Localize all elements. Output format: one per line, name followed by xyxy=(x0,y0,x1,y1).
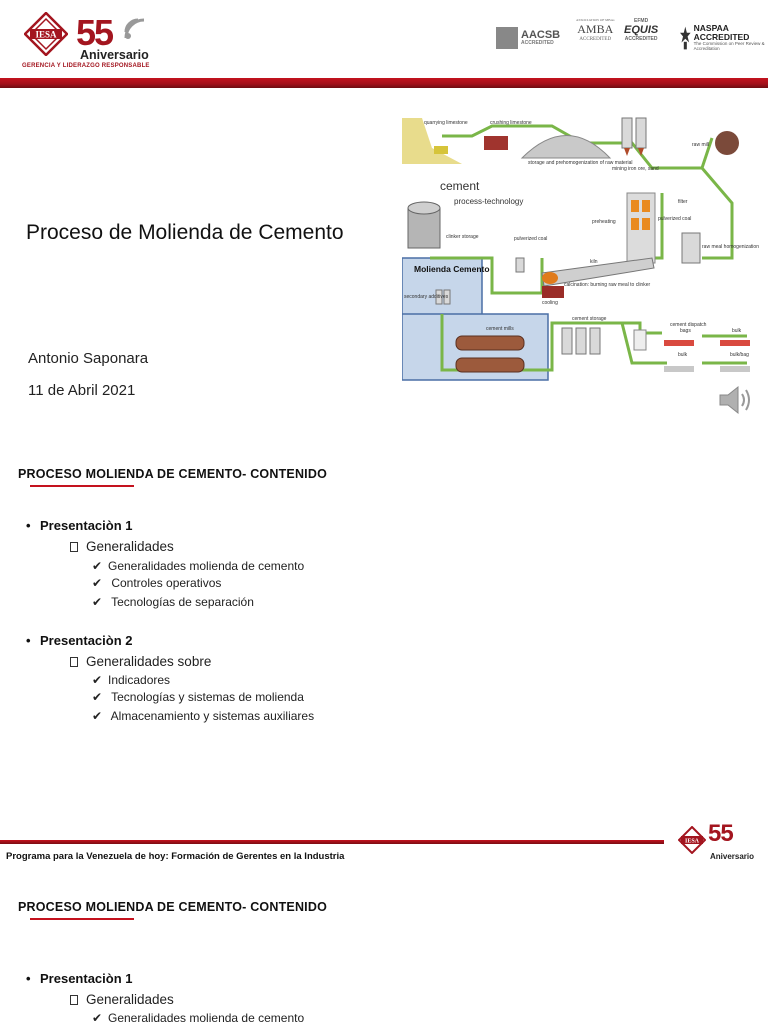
lbl-clinker-storage: clinker storage xyxy=(446,234,479,240)
p1-item-1-text: Generalidades molienda de cemento xyxy=(108,559,305,573)
check-icon: ✔ xyxy=(92,690,103,704)
presentation-1-repeat-general xyxy=(70,992,174,1007)
check-icon: ✔ xyxy=(92,595,103,609)
footer-iesa-logo[interactable] xyxy=(678,820,762,864)
box-bullet-icon xyxy=(70,995,78,1005)
lbl-cement-storage: cement storage xyxy=(572,316,607,322)
lbl-bulk1: bulk xyxy=(732,328,742,334)
lbl-bulk-bag: bulk/bag xyxy=(730,352,749,358)
lbl-raw-mill: raw mill xyxy=(692,142,709,148)
p1-item-3 xyxy=(92,595,254,609)
signal-arcs-icon xyxy=(122,16,148,42)
footer-anniversary-label: Aniversario xyxy=(710,852,755,861)
iesa-abbr: IESA xyxy=(35,29,57,40)
anniversary-label: Aniversario xyxy=(80,48,149,62)
check-icon: ✔ xyxy=(92,1011,103,1024)
general-label: Generalidades xyxy=(86,992,174,1007)
iesa-55-logo[interactable] xyxy=(22,8,152,70)
presentation-1-general xyxy=(70,539,174,554)
lbl-filter: filter xyxy=(678,199,688,205)
iesa-diamond-icon xyxy=(24,12,68,56)
aacsb-sub: ACCREDITED xyxy=(521,40,554,46)
aacsb-name: AACSB xyxy=(521,29,561,41)
lbl-bags: bags xyxy=(680,328,691,334)
presentation-1-label: Presentaciòn 1 xyxy=(40,518,133,533)
presentation-2-label: Presentaciòn 2 xyxy=(40,633,133,648)
diagram-subtitle: process-technology xyxy=(454,197,524,206)
equis-sub: ACCREDITED xyxy=(624,36,658,42)
box-bullet-icon xyxy=(70,657,78,667)
lbl-preheating: preheating xyxy=(592,219,616,225)
check-icon: ✔ xyxy=(92,709,103,723)
box-bullet-icon xyxy=(70,542,78,552)
presentation-1-repeat-label: Presentaciòn 1 xyxy=(40,971,133,986)
lbl-pulverized-coal: pulverized coal xyxy=(514,236,548,242)
brand-tagline: GERENCIA Y LIDERAZGO RESPONSABLE xyxy=(22,63,150,69)
equis-name: EQUIS xyxy=(624,24,659,36)
crusher xyxy=(484,136,508,150)
lbl-mining: mining iron ore, sand xyxy=(612,166,659,172)
check-icon: ✔ xyxy=(92,559,103,573)
cement-process-diagram xyxy=(402,108,762,382)
p1-item-2 xyxy=(92,576,221,590)
presentation-2[interactable] xyxy=(26,633,133,648)
check-icon: ✔ xyxy=(92,673,103,687)
diagram-molienda-label: Molienda Cemento xyxy=(414,264,490,274)
aacsb-badge[interactable] xyxy=(496,18,560,58)
presentation-1[interactable] xyxy=(26,518,133,533)
equis-top: EFMD xyxy=(634,18,649,24)
lbl-calcination: calcination: burning raw meal to clinker xyxy=(564,282,651,288)
footer-iesa-abbr: IESA xyxy=(684,838,700,845)
footer-anniversary-number: 55 xyxy=(708,820,733,847)
slide-title: Proceso de Molienda de Cemento xyxy=(26,221,344,244)
bullet-dot: • xyxy=(26,518,31,533)
naspaa-sub: The Commission on Peer Review & Accreditation xyxy=(693,41,765,52)
header xyxy=(0,0,768,78)
general-label: Generalidades sobre xyxy=(86,654,212,669)
cement-mill-1 xyxy=(456,336,524,350)
footer-red-band xyxy=(0,840,664,844)
contents-heading: PROCESO MOLIENDA DE CEMENTO- CONTENIDO xyxy=(18,467,328,481)
check-icon: ✔ xyxy=(92,576,103,590)
lbl-dispatch: cement dispatch xyxy=(670,322,707,328)
p1-item-2-text: Controles operativos xyxy=(108,576,222,590)
presentation-1-repeat[interactable] xyxy=(26,971,133,986)
lbl-raw-meal: raw meal homogenization xyxy=(702,244,759,250)
lbl-cement-mills: cement mills xyxy=(486,326,514,332)
equis-badge[interactable] xyxy=(624,18,658,58)
header-red-bar xyxy=(0,78,768,88)
p2-item-3 xyxy=(92,709,314,723)
footer-diamond-icon xyxy=(678,826,706,854)
p1-item-1 xyxy=(92,559,304,573)
heading-underline xyxy=(30,485,134,487)
raw-mill xyxy=(715,131,739,155)
diagram-title: cement xyxy=(440,179,480,193)
stockpile-dome xyxy=(522,136,610,159)
amba-name: AMBA xyxy=(577,22,614,36)
general-label: Generalidades xyxy=(86,539,174,554)
lbl-cooling: cooling xyxy=(542,300,558,306)
amba-badge[interactable] xyxy=(576,18,615,58)
p1-repeat-item-1 xyxy=(92,1011,304,1024)
lbl-storage: storage and prehomogenization of raw material xyxy=(528,160,633,166)
p2-item-1 xyxy=(92,673,170,687)
author-name: Antonio Saponara xyxy=(28,350,149,367)
anniversary-number: 55 xyxy=(76,12,113,53)
lbl-bulk2: bulk xyxy=(678,352,688,358)
amba-sub: ACCREDITED xyxy=(579,37,612,42)
p2-item-2 xyxy=(92,690,304,704)
presentation-2-general xyxy=(70,654,211,669)
amba-top: ASSOCIATION OF MBAs xyxy=(576,18,615,22)
lbl-kiln: kiln xyxy=(590,259,598,265)
p2-item-1-text: Indicadores xyxy=(108,673,171,687)
p2-item-2-text: Tecnologías y sistemas de molienda xyxy=(108,690,304,704)
presentation-date: 11 de Abril 2021 xyxy=(28,382,136,399)
footer-program-text: Programa para la Venezuela de hoy: Formación de Gerentes en la Industria xyxy=(6,851,345,862)
p1-repeat-item-1-text: Generalidades molienda de cemento xyxy=(108,1011,305,1024)
naspaa-badge[interactable] xyxy=(680,18,768,58)
naspaa-star-icon xyxy=(680,23,691,53)
contents-heading-2: PROCESO MOLIENDA DE CEMENTO- CONTENIDO xyxy=(18,900,328,914)
lbl-quarrying: quarrying limestone xyxy=(424,120,468,126)
speaker-audio-icon[interactable] xyxy=(716,384,754,416)
heading-underline-2 xyxy=(30,918,134,920)
lbl-crushing: crushing limestone xyxy=(490,120,532,126)
lbl-secondary: secondary additives xyxy=(404,294,449,300)
naspaa-name: NASPAA xyxy=(693,22,729,33)
bullet-dot: • xyxy=(26,971,31,986)
lbl-pulverized-top: pulverized coal xyxy=(658,216,692,222)
p2-item-3-text: Almacenamiento y sistemas auxiliares xyxy=(108,709,315,723)
p1-item-3-text: Tecnologías de separación xyxy=(108,595,254,609)
cement-mill-2 xyxy=(456,358,524,372)
bullet-dot: • xyxy=(26,633,31,648)
naspaa-name2: ACCREDITED xyxy=(693,32,750,43)
aacsb-emblem-icon xyxy=(496,27,518,49)
